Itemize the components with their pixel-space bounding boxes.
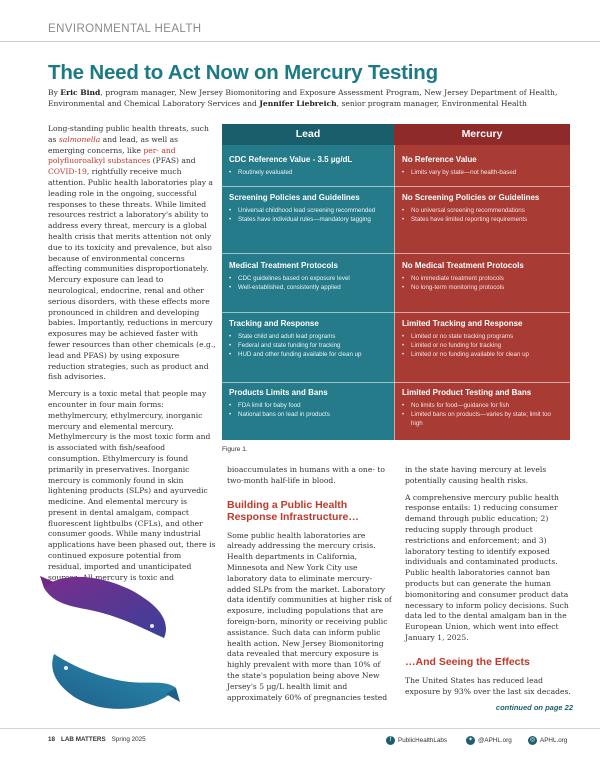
website-link[interactable] bbox=[528, 736, 567, 745]
footer-page-info bbox=[48, 736, 146, 743]
facebook-handle: PublicHealthLabs bbox=[398, 737, 448, 744]
text-run: , rightfully receive much attention. Public health laboratories play a leading role in the ongoing, successful responses to these threats. While limited resources restrict a laboratory's ability to address every threat, mercury is a global health crisis that merits attention not only due to its toxicity and prevalence, but also because of environmental concerns affecting communities disproportionately. Mercury exposure can lead to neurological, endocrine, renal and other serious disorders, with these effects more pronounced in children and developing babies. Importantly, reductions in mercury exposures may be achieved faster with fewer resources than other chemicals (e.g., lead and PFAS) by using exposure reduction strategies, such as product and fish advisories. bbox=[48, 167, 216, 382]
continued-link[interactable]: continued on page 22 bbox=[495, 703, 573, 713]
paragraph: in the state having mercury at levels potentially causing health risks. bbox=[405, 465, 547, 485]
mercury-cell bbox=[402, 193, 564, 224]
cell-item: • State child and adult lead programs bbox=[229, 332, 389, 341]
website-url: APHL.org bbox=[540, 737, 568, 744]
cell-item: • No universal screening recommendations bbox=[402, 206, 564, 215]
cell-title: Products Limits and Bans bbox=[229, 388, 328, 397]
lead-cell bbox=[229, 319, 389, 359]
mercury-cell bbox=[402, 319, 564, 359]
left-column bbox=[48, 124, 216, 589]
cell-item: • No long-term monitoring protocols bbox=[402, 283, 564, 292]
cell-title: Screening Policies and Guidelines bbox=[229, 193, 360, 202]
cell-title: No Reference Value bbox=[402, 155, 477, 164]
fish-body-upper bbox=[44, 577, 166, 638]
column-divider bbox=[394, 145, 395, 440]
row-divider bbox=[222, 186, 570, 187]
fish-body-lower bbox=[52, 654, 176, 709]
paragraph: Some public health laboratories are already addressing the mercury crisis. Health departments in California, Minnesota and New York City use laboratory data to eliminate mercury-added SLPs from the market. Laboratory data identify communities at higher risk of exposure, including populations that are foreign-born, minority or receiving public assistance. Such data can inform public health action. New Jersey Biomonitoring data revealed that mercury exposure is highly prevalent with more than 10% of the state's population being above New Jersey's 5 µg/L health limit and approximately 60% of pregnancies tested bbox=[227, 530, 392, 702]
cell-title: No Screening Policies or Guidelines bbox=[402, 193, 540, 202]
paragraph: The United States has reduced lead exposure by 93% over the last six decades. bbox=[405, 675, 571, 696]
cell-item: • HUD and other funding available for clean up bbox=[229, 350, 389, 359]
cell-title: CDC Reference Value - 3.5 µg/dL bbox=[229, 155, 353, 164]
figure-caption: Figure 1. bbox=[222, 446, 248, 453]
lead-column-header: Lead bbox=[222, 124, 394, 145]
mercury-cell bbox=[402, 261, 564, 292]
cell-item: • States have individual rules—mandatory tagging bbox=[229, 215, 389, 224]
text-run: and lead, as well as emerging concerns, like bbox=[48, 134, 179, 155]
comparison-table bbox=[222, 124, 570, 440]
cell-item: • CDC guidelines based on exposure level bbox=[229, 274, 389, 283]
bird-icon: ✦ bbox=[467, 737, 474, 743]
cell-item: • Limited or no funding available for clean up bbox=[402, 350, 564, 359]
footer-divider bbox=[0, 728, 600, 729]
lead-cell bbox=[229, 155, 389, 177]
section-heading: …And Seeing the Effects bbox=[405, 655, 530, 668]
fish-eye bbox=[64, 666, 68, 670]
fish-eye bbox=[150, 624, 154, 628]
cell-title: Limited Tracking and Response bbox=[402, 319, 523, 328]
facebook-icon: f bbox=[386, 736, 395, 745]
cell-title: No Medical Treatment Protocols bbox=[402, 261, 524, 270]
text-italic: salmonella bbox=[58, 134, 101, 144]
twitter-link[interactable] bbox=[466, 736, 512, 745]
paragraph: Mercury is a toxic metal that people may encounter in four main forms: methylmercury, ethylmercury, inorganic mercury and elemental mercury. Methylmercury is the most toxic form and is associated with fish/seafood consumption. Ethylmercury is found primarily in preservatives. Inorganic mercury is commonly found in skin lightening products (SLPs) and ayurvedic medicine. And elemental mercury is present in dental amalgam, compact fluorescent lightbulbs (CFLs), and other consumer goods. While many industrial applications have been phased out, there is continued exposure potential from residual, imported and unanticipated sources. All mercury is toxic and bbox=[48, 389, 216, 582]
covid-link[interactable]: COVID-19 bbox=[48, 167, 87, 177]
text-run: (PFAS) and bbox=[150, 156, 196, 166]
cell-item: • Limited bans on products—varies by state; limit too high bbox=[402, 410, 564, 428]
mercury-column-header: Mercury bbox=[394, 124, 570, 145]
cell-item: • Limits vary by state—not health-based bbox=[402, 168, 564, 177]
page-number: 18 bbox=[48, 736, 56, 743]
cell-item: • Well-established, consistently applied bbox=[229, 283, 389, 292]
cell-item: • Limited or no funding for tracking bbox=[402, 341, 564, 350]
cell-title: Medical Treatment Protocols bbox=[229, 261, 338, 270]
section-heading: Building a Public Health Response Infrastructure… bbox=[227, 498, 359, 523]
lead-cell bbox=[229, 388, 389, 419]
facebook-link[interactable] bbox=[386, 736, 447, 745]
paragraph: A comprehensive mercury public health response entails: 1) reducing consumer demand through public education; 2) reducing supply through product restrictions and enforcement; and 3) laboratory testing to identify exposed individuals and contaminated products. Public health laboratories cannot ban products but can generate the human biomonitoring and consumer product data necessary to inform policy decisions. Such data led to the dental amalgam ban in the European Union, which went into effect January 1, 2025. bbox=[405, 492, 569, 642]
row-divider bbox=[222, 253, 570, 254]
cell-title: Tracking and Response bbox=[229, 319, 319, 328]
row-divider bbox=[222, 312, 570, 313]
author-role: , senior program manager, Environmental Health bbox=[336, 98, 527, 108]
cell-item: • No limits for food—guidance for fish bbox=[402, 401, 564, 410]
lead-cell bbox=[229, 261, 389, 292]
mercury-cell bbox=[402, 155, 564, 177]
cell-item: • Routinely evaluated bbox=[229, 168, 389, 177]
paragraph: bioaccumulates in humans with a one- to two-month half-life in blood. bbox=[227, 465, 385, 485]
middle-column bbox=[227, 465, 392, 709]
cell-item: • States have limited reporting requirements bbox=[402, 215, 564, 224]
lead-cell bbox=[229, 193, 389, 224]
cell-item: • National bans on lead in products bbox=[229, 410, 389, 419]
author-name: Jennifer Liebreich bbox=[259, 98, 337, 108]
globe-icon: ◎ bbox=[529, 737, 536, 743]
article-title: The Need to Act Now on Mercury Testing bbox=[48, 61, 438, 84]
paragraph bbox=[48, 124, 216, 383]
text-run: Long-standing public health threats, such as bbox=[48, 124, 209, 144]
cell-title: Limited Product Testing and Bans bbox=[402, 388, 532, 397]
publication-name: LAB MATTERS bbox=[61, 736, 106, 743]
row-divider bbox=[222, 382, 570, 383]
author-role: , program manager, New Jersey Biomonitoring and Exposure Assessment Program, New Jersey Department of Health, Environmental and Chemical Laboratory Services and bbox=[48, 88, 558, 108]
pfas-link[interactable]: per- and polyfluoroalkyl substances bbox=[48, 145, 176, 166]
cell-item: • Universal childhood lead screening recommended bbox=[229, 206, 389, 215]
section-label: ENVIRONMENTAL HEALTH bbox=[48, 23, 202, 35]
twitter-handle: @APHL.org bbox=[478, 737, 512, 744]
fish-illustration bbox=[40, 568, 180, 724]
cell-item: • Limited or no state tracking programs bbox=[402, 332, 564, 341]
top-divider bbox=[0, 41, 600, 42]
cell-item: • Federal and state funding for tracking bbox=[229, 341, 389, 350]
mercury-cell bbox=[402, 388, 564, 428]
cell-item: • No immediate treatment protocols bbox=[402, 274, 564, 283]
cell-item: • FDA limit for baby food bbox=[229, 401, 389, 410]
author-name: Eric Bind bbox=[60, 88, 101, 97]
right-column bbox=[405, 465, 573, 714]
byline-by: By bbox=[48, 88, 61, 97]
issue-date: Spring 2025 bbox=[111, 736, 146, 743]
byline bbox=[48, 88, 568, 110]
